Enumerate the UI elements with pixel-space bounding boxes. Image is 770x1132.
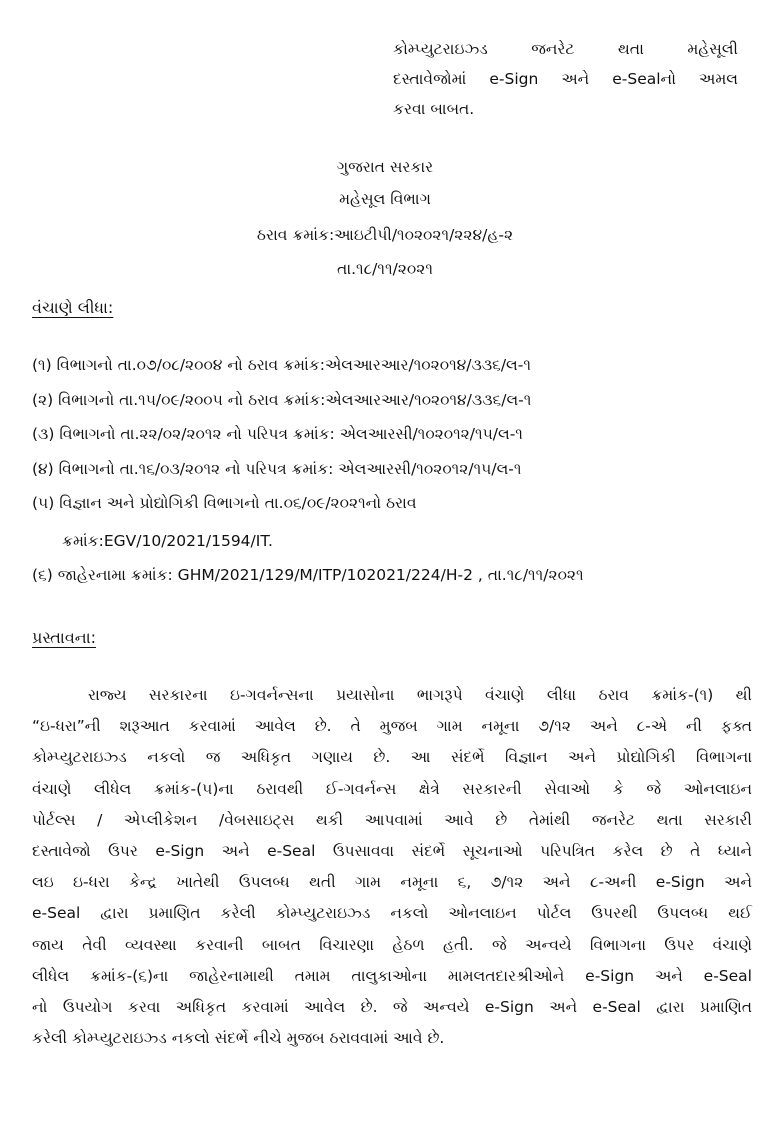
paragraph-line: કરેલી કોમ્પ્યુટરાઇઝ્ડ નકલો સંદર્ભે નીચે મુજબ ઠરાવવામાં આવે છે. bbox=[32, 1029, 445, 1048]
reference-item: (૧) વિભાગનો તા.૦૭/૦૮/૨૦૦૪ નો ઠરાવ ક્રમાંક:એલઆરઆર/૧૦૨૦૧૪/૩૩૬/લ-૧ bbox=[32, 356, 531, 374]
reference-item: (૬) જાહેરનામા ક્રમાંક: GHM/2021/129/M/ITP/102021/224/H-2 , તા.૧૮/૧૧/૨૦૨૧ bbox=[32, 566, 584, 584]
government-name: ગુજરાત સરકાર bbox=[336, 158, 434, 176]
preamble-heading: પ્રસ્તાવના: bbox=[32, 628, 97, 647]
paragraph-line: લીધેલ ક્રમાંક-(૬)ના જાહેરનામાથી તમામ તાલુકાઓના મામલતદારશ્રીઓને e-Sign અને e-Seal bbox=[32, 966, 752, 985]
paragraph-line: “ઇ-ધરા”ની શરૂઆત કરવામાં આવેલ છે. તે મુજબ ગામ નમૂના ૭/૧૨ અને ૮-એ ની ફક્ત bbox=[32, 717, 752, 736]
paragraph-line: દસ્તાવેજો ઉપર e-Sign અને e-Seal ઉપસાવવા સંદર્ભે સૂચનાઓ પરિપત્રિત કરેલ છે તે ધ્યાને bbox=[32, 842, 752, 861]
department-name: મહેસૂલ વિભાગ bbox=[339, 190, 431, 208]
preamble-paragraph bbox=[32, 680, 752, 1054]
subject-line: દસ્તાવેજોમાં e-Sign અને e-Sealનો અમલ bbox=[393, 70, 738, 88]
reference-item: (૩) વિભાગનો તા.૨૨/૦૨/૨૦૧૨ નો પરિપત્ર ક્રમાંક: એલઆરસી/૧૦૨૦૧૨/૧૫/લ-૧ bbox=[32, 425, 523, 443]
references-heading: વંચાણે લીધા: bbox=[32, 298, 114, 317]
paragraph-line: રાજ્ય સરકારના ઇ-ગવર્નન્સના પ્રયાસોના ભાગરૂપે વંચાણે લીધા ઠરાવ ક્રમાંક-(૧) થી bbox=[88, 686, 752, 704]
reference-item-continuation: ક્રમાંક:EGV/10/2021/1594/IT. bbox=[62, 532, 273, 550]
resolution-number: ઠરાવ ક્રમાંક:આઇટીપી/૧૦૨૦૨૧/૨૨૪/હ-૨ bbox=[256, 226, 514, 244]
paragraph-line: વંચાણે લીધેલ ક્રમાંક-(૫)ના ઠરાવથી ઈ-ગવર્નન્સ ક્ષેત્રે સરકારની સેવાઓ કે જે ઓનલાઇન bbox=[32, 779, 752, 798]
subject-line: કોમ્પ્યુટરાઇઝ્ડ જનરેટ થતા મહેસૂલી bbox=[393, 40, 738, 58]
paragraph-line: e-Seal દ્વારા પ્રમાણિત કરેલી કોમ્પ્યુટરાઇઝ્ડ નકલો ઓનલાઇન પોર્ટલ ઉપરથી ઉપલબ્ધ થઈ bbox=[32, 904, 752, 923]
reference-item: (૫) વિજ્ઞાન અને પ્રોદ્યોગિકી વિભાગનો તા.૦૬/૦૯/૨૦૨૧નો ઠરાવ bbox=[32, 494, 417, 512]
subject-line: કરવા બાબત. bbox=[393, 100, 475, 118]
paragraph-line: નો ઉપયોગ કરવા અધિકૃત કરવામાં આવેલ છે. જે અન્વયે e-Sign અને e-Seal દ્વારા પ્રમાણિત bbox=[32, 998, 752, 1017]
reference-item: (૪) વિભાગનો તા.૧૬/૦૩/૨૦૧૨ નો પરિપત્ર ક્રમાંક: એલઆરસી/૧૦૨૦૧૨/૧૫/લ-૧ bbox=[32, 460, 522, 478]
paragraph-line: જાય તેવી વ્યવસ્થા કરવાની બાબત વિચારણા હેઠળ હતી. જે અન્વયે વિભાગના ઉપર વંચાણે bbox=[32, 935, 752, 954]
paragraph-line: કોમ્પ્યુટરાઇઝ્ડ નકલો જ અધિકૃત ગણાય છે. આ સંદર્ભે વિજ્ઞાન અને પ્રોદ્યોગિકી વિભાગના bbox=[32, 748, 752, 767]
paragraph-line: પોર્ટલ્સ / એપ્લીકેશન /વેબસાઇટ્સ થકી આપવામાં આવે છે તેમાંથી જનરેટ થતા સરકારી bbox=[32, 810, 752, 829]
resolution-date: તા.૧૮/૧૧/૨૦૨૧ bbox=[337, 260, 433, 278]
reference-item: (૨) વિભાગનો તા.૧૫/૦૯/૨૦૦૫ નો ઠરાવ ક્રમાંક:એલઆરઆર/૧૦૨૦૧૪/૩૩૬/લ-૧ bbox=[32, 391, 532, 409]
paragraph-line: લઇ ઇ-ધરા કેન્દ્ર ખાતેથી ઉપલબ્ધ થતી ગામ નમૂના ૬, ૭/૧૨ અને ૮-અની e-Sign અને bbox=[32, 873, 752, 892]
subject-block bbox=[393, 34, 738, 124]
